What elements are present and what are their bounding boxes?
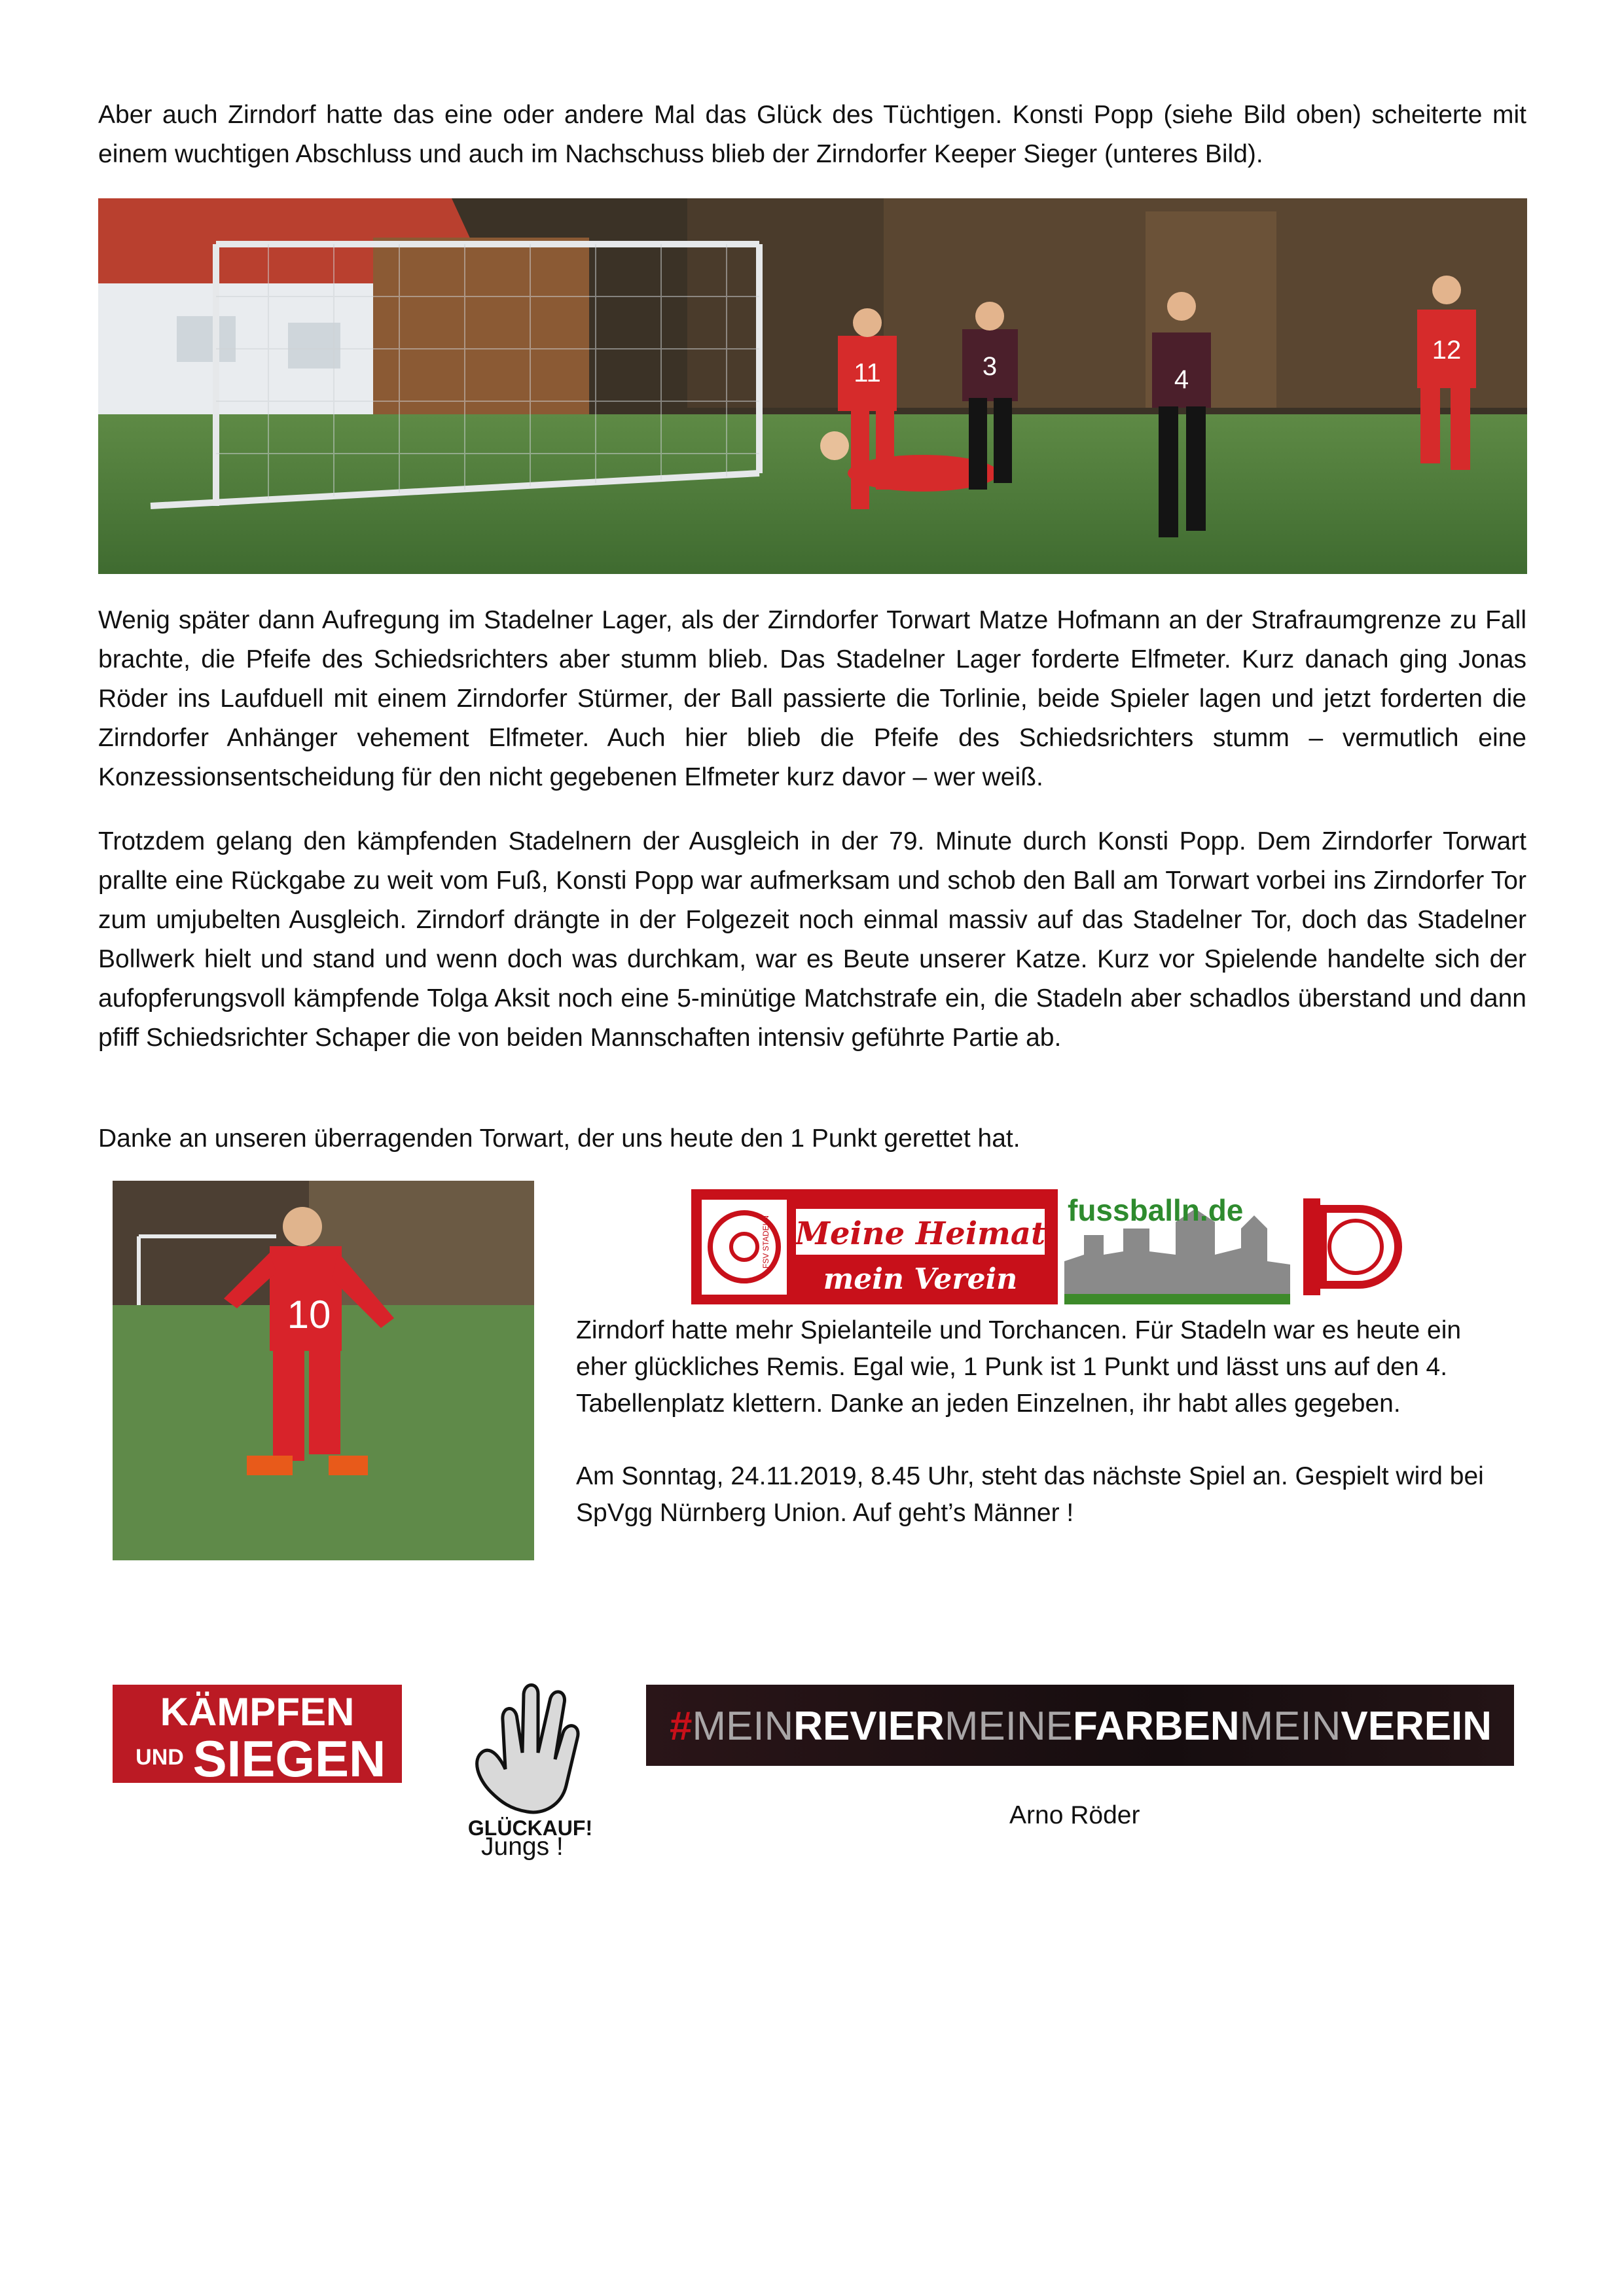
paragraph-thanks-keeper: Danke an unseren überragenden Torwart, der uns heute den 1 Punkt gerettet hat. xyxy=(98,1124,1020,1153)
glueckauf-logo xyxy=(465,1681,596,1838)
hashtag-word: VEREIN xyxy=(1341,1704,1492,1749)
glueckauf-label: GLÜCKAUF! xyxy=(467,1816,593,1838)
seal-text: FSV STADELN xyxy=(761,1215,770,1269)
hashtag-word: MEIN xyxy=(692,1704,794,1749)
hashtag-hash: # xyxy=(670,1704,693,1749)
jersey-number: 4 xyxy=(1174,365,1189,394)
hashtag-word: MEINE xyxy=(944,1704,1074,1749)
paragraph-intro: Aber auch Zirndorf hatte das eine oder andere Mal das Glück des Tüchtigen. Konsti Popp (siehe Bild oben) scheiterte mit einem wuchtigen Abschluss und auch im Nachschuss blieb der Zirndorfer Keeper Sieger (unteres Bild). xyxy=(98,101,1526,168)
player-photo-number-10 xyxy=(113,1181,534,1560)
match-summary-text: Zirndorf hatte mehr Spielanteile und Torchancen. Für Stadeln war es heute ein eher glückliches Remis. Egal wie, 1 Punk ist 1 Punkt und lässt uns auf den 4. Tabellenplatz klettern. Danke an jeden Einzelnen, ihr habt alles gegeben. xyxy=(576,1316,1462,1418)
next-game-text: Am Sonntag, 24.11.2019, 8.45 Uhr, steht das nächste Spiel an. Gespielt wird bei SpVgg Nürnberg Union. Auf geht’s Männer ! xyxy=(576,1462,1484,1527)
jungs-caption: Jungs ! xyxy=(481,1833,564,1861)
paragraph-equalizer: Trotzdem gelang den kämpfenden Stadelnern der Ausgleich in der 79. Minute durch Konsti Popp. Dem Zirndorfer Torwart prallte eine Rückgabe zu weit vom Fuß, Konsti Popp war aufmerksam und schob den Ball am Torwart vorbei ins Zirndorfer Tor zum umjubelten Ausgleich. Zirndorf drängte in der Folgezeit noch einmal massiv auf das Stadelner Tor, doch das Stadelner Bollwerk hielt und stand und wenn doch was durchkam, war es Beute unserer Katze. Kurz vor Spielende handelte sich der aufopferungsvoll kämpfende Tolga Aksit noch eine 5-minütige Matchstrafe ein, die Stadeln aber schadlos überstand und dann pfiff Schiedsrichter Schaper die von beiden Mannschaften intensiv geführte Partie ab. xyxy=(98,827,1526,1052)
svg-text:#MEINREVIERMEINEFARBENMEINVERE xyxy=(670,1704,1492,1749)
author-name: Arno Röder xyxy=(1009,1801,1140,1829)
jersey-number: 11 xyxy=(854,359,881,387)
meine-heimat-logo-banner xyxy=(691,1189,1411,1304)
banner-line-heimat: Meine Heimat xyxy=(795,1215,1046,1252)
kaempfen-und-siegen-logo xyxy=(113,1685,402,1783)
hashtag-banner xyxy=(646,1685,1514,1766)
logo-line-kaempfen: KÄMPFEN xyxy=(160,1690,355,1734)
logo-line-und: UND xyxy=(135,1745,184,1770)
match-photo-goalmouth xyxy=(98,198,1527,574)
hashtag-word: REVIER xyxy=(793,1704,945,1749)
paragraph-penalty-controversy: Wenig später dann Aufregung im Stadelner Lager, als der Zirndorfer Torwart Matze Hofmann an der Strafraumgrenze zu Fall brachte, die Pfeife des Schiedsrichters aber stumm blieb. Das Stadelner Lager forderte Elfmeter. Kurz danach ging Jonas Röder ins Laufduell mit einem Zirndorfer Stürmer, der Ball passierte die Torlinie, beide Spieler lagen und jetzt forderten die Zirndorfer Anhänger vehement Elfmeter. Auch hier blieb die Pfeife des Schiedsrichters stumm – vermutlich eine Konzessionsentscheidung für den nicht gegebenen Elfmeter kurz davor – wer weiß. xyxy=(98,606,1526,791)
logo-line-siegen: SIEGEN xyxy=(192,1730,386,1783)
jersey-number: 3 xyxy=(982,352,998,381)
jersey-number: 12 xyxy=(1432,336,1462,365)
banner-line-verein: mein Verein xyxy=(823,1263,1018,1296)
vulcan-salute-hand-icon xyxy=(477,1685,578,1812)
hashtag-word: MEIN xyxy=(1239,1704,1341,1749)
jersey-number: 10 xyxy=(287,1293,331,1336)
hashtag-word: FARBEN xyxy=(1072,1704,1240,1749)
fussballn-site: fussballn.de xyxy=(1068,1193,1244,1227)
